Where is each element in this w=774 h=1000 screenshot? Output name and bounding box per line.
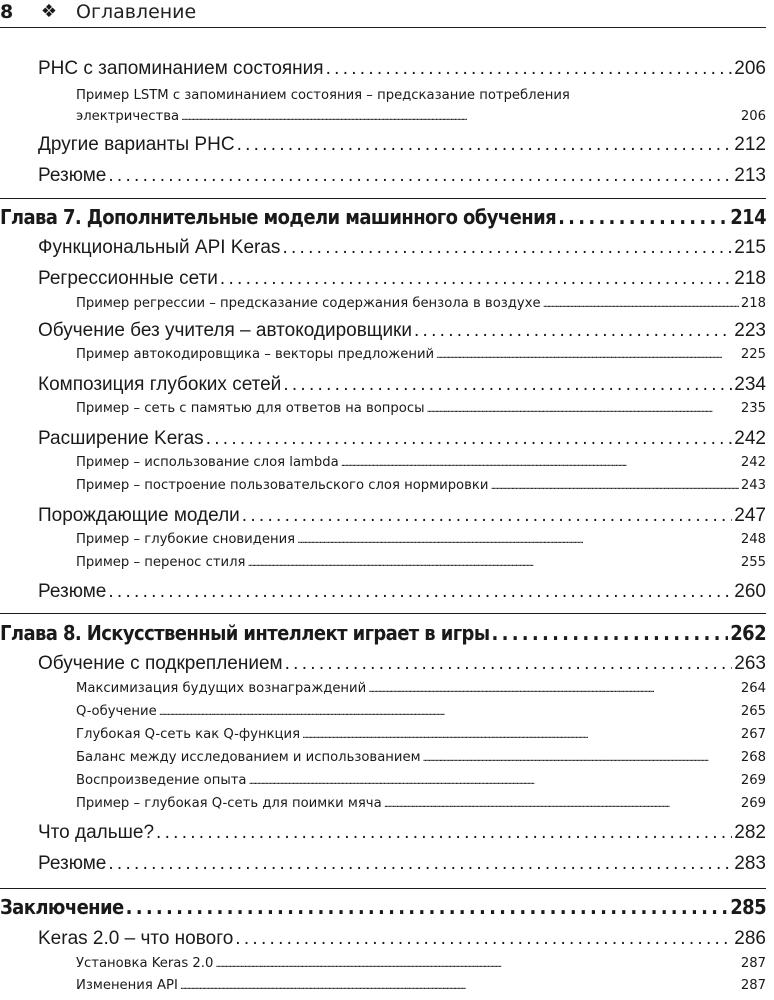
toc-leader	[427, 401, 739, 416]
toc-entry-page: 206	[734, 58, 766, 79]
toc-entry-summary-ch8[interactable]	[38, 853, 766, 879]
toc-entry-title: Пример – сеть с памятью для ответов на вопросы	[76, 401, 425, 416]
toc-entry-regression-example[interactable]	[76, 296, 766, 316]
toc-entry-title: Пример регрессии – предсказание содержания бензола в воздухе	[76, 296, 541, 311]
toc-entry-page: 269	[740, 773, 766, 788]
toc-leader	[235, 928, 732, 950]
toc-entry-page: 269	[740, 796, 766, 811]
toc-leader	[282, 237, 732, 259]
toc-leader	[220, 268, 732, 290]
toc-entry-page: 283	[734, 853, 766, 874]
toc-entry-page: 242	[740, 455, 766, 470]
toc-entry-experience-replay[interactable]	[76, 773, 766, 793]
toc-entry-page: 248	[740, 532, 766, 547]
toc-entry-title: Другие варианты РНС	[38, 134, 235, 155]
toc-leader	[283, 374, 732, 396]
toc-entry-title: Изменения API	[76, 978, 178, 993]
toc-entry-page: 260	[734, 581, 766, 602]
toc-entry-page: 267	[740, 727, 766, 742]
toc-entry-api-changes[interactable]	[76, 978, 766, 998]
toc-entry-title: Глубокая Q-сеть как Q-функция	[76, 727, 301, 742]
toc-entry-title: Максимизация будущих вознаграждений	[76, 681, 367, 696]
toc-entry-title: Резюме	[38, 165, 107, 186]
toc-entry-page: 206	[740, 109, 766, 124]
toc-entry-memory-network-example[interactable]	[76, 401, 766, 421]
ornament-icon: ❖	[40, 1, 58, 22]
toc-leader	[302, 727, 739, 742]
toc-entry-deep-composition[interactable]	[38, 374, 766, 400]
toc-entry-title: Что дальше?	[38, 822, 155, 843]
toc-entry-title: Расширение Keras	[38, 428, 204, 449]
toc-entry-q-learning[interactable]	[76, 704, 766, 724]
toc-leader	[159, 704, 739, 719]
toc-entry-summary-ch6[interactable]	[38, 165, 766, 191]
toc-entry-lstm-example[interactable]	[76, 85, 766, 127]
toc-leader	[108, 581, 732, 603]
toc-leader	[492, 621, 729, 645]
toc-entry-custom-norm-example[interactable]	[76, 478, 766, 498]
toc-leader	[215, 956, 738, 971]
toc-leader	[285, 653, 733, 675]
toc-entry-title: Пример – глубокая Q-сеть для поимки мяча	[76, 796, 382, 811]
toc-leader	[181, 106, 739, 127]
toc-leader	[341, 455, 739, 470]
toc-entry-title: Регрессионные сети	[38, 268, 218, 289]
toc-entry-page: 213	[734, 165, 766, 186]
toc-entry-style-transfer-example[interactable]	[76, 555, 766, 575]
toc-entry-title: Пример – глубокие сновидения	[76, 532, 296, 547]
toc-leader	[242, 505, 733, 527]
toc-entry-page: 212	[734, 134, 766, 155]
toc-leader	[108, 165, 732, 187]
toc-leader	[384, 796, 739, 811]
running-title: Оглавление	[76, 1, 197, 23]
toc-entry-title: Обучение с подкреплением	[38, 653, 283, 674]
toc-entry-page: 282	[734, 822, 766, 843]
toc-entry-title: Резюме	[38, 581, 107, 602]
toc-entry-title: Q-обучение	[76, 704, 157, 719]
toc-entry-page: 265	[740, 704, 766, 719]
toc-chapter-7[interactable]	[0, 205, 766, 235]
toc-entry-install-keras2[interactable]	[76, 956, 766, 976]
toc-entry-page: 215	[734, 237, 766, 258]
toc-leader	[490, 478, 738, 493]
toc-leader	[414, 320, 732, 342]
toc-leader	[423, 750, 739, 765]
toc-leader	[436, 347, 739, 362]
toc-entry-page: 287	[740, 956, 766, 971]
toc-entry-regression-nets[interactable]	[38, 268, 766, 294]
toc-entry-page: 223	[734, 320, 766, 341]
toc-leader	[206, 428, 733, 450]
toc-chapter-title: Заключение	[0, 895, 124, 919]
toc-entry-title: РНС с запоминанием состояния	[38, 58, 324, 79]
toc-entry-extending-keras[interactable]	[38, 428, 766, 454]
toc-entry-title: Пример – использование слоя lambda	[76, 455, 339, 470]
chapter-divider	[0, 888, 766, 889]
toc-entry-title: Воспроизведение опыта	[76, 773, 247, 788]
toc-entry-title: Установка Keras 2.0	[76, 956, 214, 971]
toc-chapter-8[interactable]	[0, 621, 766, 651]
toc-chapter-title: Глава 7. Дополнительные модели машинного обучения	[0, 205, 557, 229]
toc-entry-page: 287	[740, 978, 766, 993]
toc-entry-what-next[interactable]	[38, 822, 766, 848]
toc-leader	[326, 58, 733, 80]
toc-entry-future-rewards[interactable]	[76, 681, 766, 701]
toc-entry-page: 218	[734, 268, 766, 289]
toc-entry-functional-api[interactable]	[38, 237, 766, 263]
toc-entry-title: Пример – перенос стиля	[76, 555, 246, 570]
toc-entry-catch-ball-example[interactable]	[76, 796, 766, 816]
toc-entry-title: Баланс между исследованием и использованием	[76, 750, 421, 765]
toc-entry-title: Пример – построение пользовательского слоя нормировки	[76, 478, 489, 493]
toc-entry-generative-models[interactable]	[38, 505, 766, 531]
toc-entry-page: 255	[740, 555, 766, 570]
toc-entry-page: 242	[734, 428, 766, 449]
toc-entry-page: 264	[740, 681, 766, 696]
toc-entry-page: 268	[740, 750, 766, 765]
toc-entry-page: 234	[734, 374, 766, 395]
toc-leader	[126, 895, 729, 919]
toc-leader	[237, 134, 733, 156]
toc-leader	[368, 681, 739, 696]
toc-leader	[248, 555, 739, 570]
toc-entry-title: Композиция глубоких сетей	[38, 374, 282, 395]
toc-entry-page: 235	[740, 401, 766, 416]
toc-entry-title: Порождающие модели	[38, 505, 240, 526]
toc-entry-page: 243	[740, 478, 766, 493]
toc-entry-title: Пример LSTM с запоминанием состояния – предсказание потребления	[76, 88, 570, 103]
toc-leader	[543, 296, 739, 311]
toc-entry-autoencoder-example[interactable]	[76, 347, 766, 367]
toc-entry-page: 218	[740, 296, 766, 311]
toc-entry-title: Обучение без учителя – автокодировщики	[38, 320, 412, 341]
toc-entry-page: 263	[734, 653, 766, 674]
toc-entry-page: 262	[730, 621, 766, 645]
toc-entry-deep-dream-example[interactable]	[76, 532, 766, 552]
toc-entry-title: Резюме	[38, 853, 107, 874]
toc-entry-deep-q-network[interactable]	[76, 727, 766, 747]
page-header	[0, 0, 766, 28]
toc-entry-title: Пример автокодировщика – векторы предложений	[76, 347, 435, 362]
toc-leader	[156, 822, 732, 844]
toc-entry-title: Keras 2.0 – что нового	[38, 928, 234, 949]
toc-leader	[108, 853, 732, 875]
toc-leader	[558, 205, 728, 229]
toc-entry-keras2-whats-new[interactable]	[38, 928, 766, 954]
toc-chapter-title: Глава 8. Искусственный интеллект играет в игры	[0, 621, 490, 645]
toc-entry-stateful-rnn[interactable]	[38, 58, 766, 84]
toc-leader	[297, 532, 739, 547]
toc-entry-reinforcement-learning[interactable]	[38, 653, 766, 679]
toc-entry-other-rnn[interactable]	[38, 134, 766, 160]
toc-leader	[249, 773, 739, 788]
toc-entry-page: 214	[730, 205, 766, 229]
toc-entry-page: 286	[734, 928, 766, 949]
toc-entry-page: 247	[734, 505, 766, 526]
toc-entry-summary-ch7[interactable]	[38, 581, 766, 607]
toc-entry-autoencoders[interactable]	[38, 320, 766, 346]
chapter-divider	[0, 613, 766, 614]
toc-entry-exploration-exploitation[interactable]	[76, 750, 766, 770]
toc-entry-page: 285	[730, 895, 766, 919]
page-number: 8	[0, 1, 14, 23]
chapter-divider	[0, 198, 766, 199]
toc-conclusion[interactable]	[0, 895, 766, 925]
toc-entry-lambda-example[interactable]	[76, 455, 766, 475]
toc-entry-page: 225	[740, 347, 766, 362]
toc-entry-title-continued: электричества	[76, 109, 180, 124]
toc-leader	[180, 978, 739, 993]
toc-entry-title: Функциональный API Keras	[38, 237, 281, 258]
